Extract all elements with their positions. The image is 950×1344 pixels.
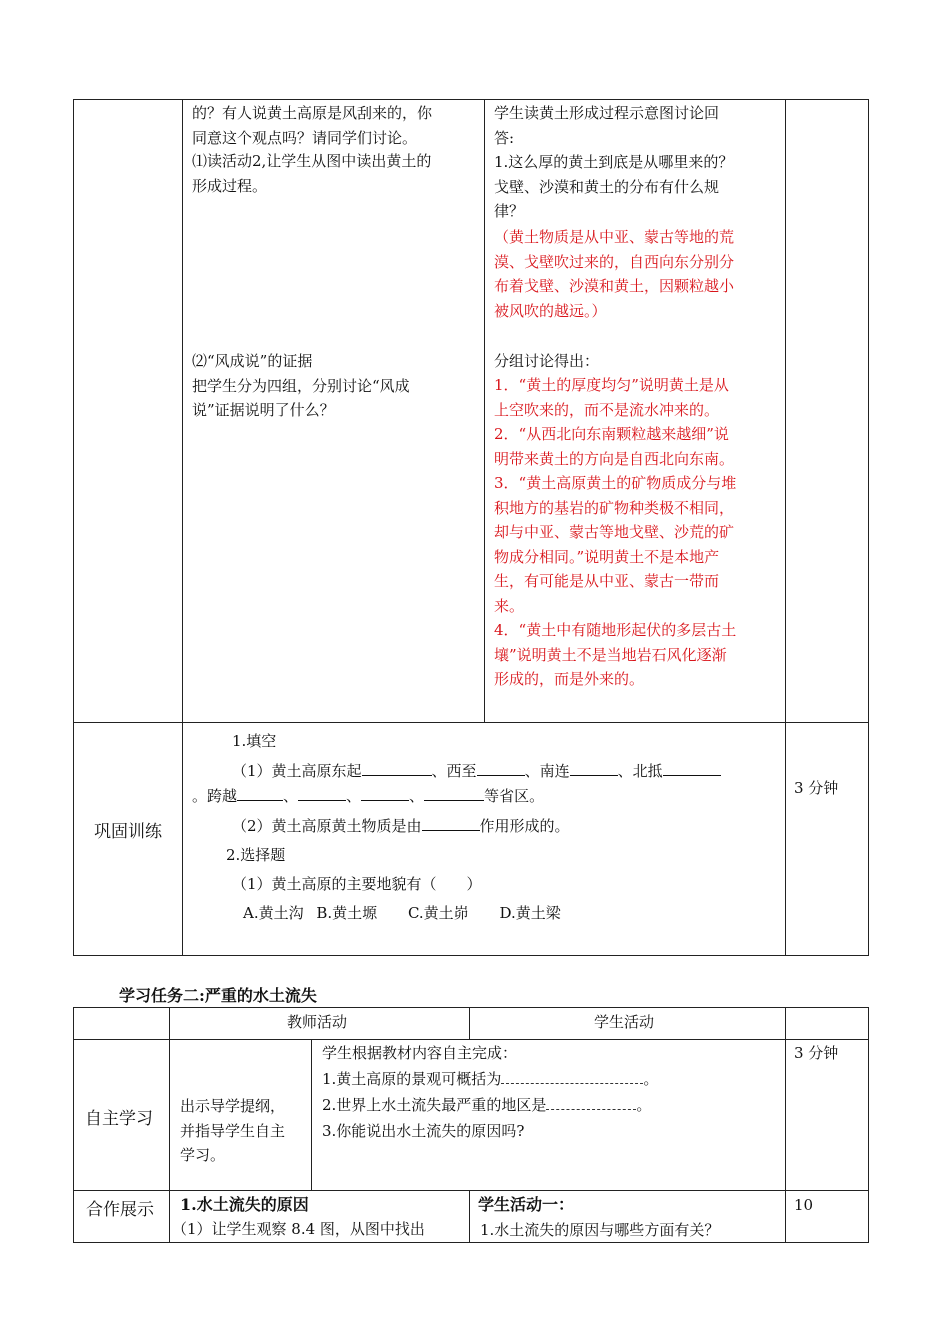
text-part: 、西至 [431,762,477,780]
answer-blank[interactable] [546,1095,636,1110]
table-row-divider [73,1190,869,1191]
table-col-divider [311,1039,312,1191]
text-line: 学生根据教材内容自主完成： [322,1044,518,1062]
text-part: 、 [409,787,425,805]
consolidation-time: 3 分钟 [794,779,839,797]
coop-student-title: 学生活动一： [478,1195,575,1214]
text-part: 等省区。 [484,787,545,805]
text-line: 布着戈壁、沙漠和黄土，因颗粒越小 [494,277,735,295]
text-part: （2）黄土高原黄土物质是由 [232,817,422,835]
text-line: 戈壁、沙漠和黄土的分布有什么规 [494,177,720,196]
text-part: （1）黄土高原东起 [232,762,362,780]
teacher-text [192,101,432,150]
answer-blank[interactable] [361,785,409,801]
text-line: ⑵“风成说”的证据 [192,352,313,370]
text-line: 1.这么厚的黄土到底是从哪里来的？ [494,153,734,171]
text-line: 3．“黄土高原黄土的矿物质成分与堆 [494,474,737,492]
table-col-divider [169,1007,170,1243]
text-line: 律？ [494,202,525,220]
self-study-label: 自主学习 [85,1109,153,1129]
text-part: 。 [643,1070,659,1088]
text-line: 说”证据说明了什么？ [192,401,335,419]
answer-blank[interactable] [422,815,480,831]
text-line: 漠、戈壁吹过来的，自西向东分别分 [494,252,735,271]
section-heading: 学习任务二:严重的水土流失 [119,986,317,1005]
coop-label: 合作展示 [86,1200,154,1220]
text-part: 、 [346,787,362,805]
col-header-student: 学生活动 [594,1013,655,1031]
coop-teacher-line: （1）让学生观察 8.4 图，从图中找出 [172,1220,425,1238]
table-border-bottom [73,1242,869,1243]
coop-student-line: 1.水土流失的原因与哪些方面有关？ [480,1221,720,1239]
choice-options [243,901,561,926]
text-line: 把学生分为四组，分别讨论“风成 [192,376,410,395]
answer-blank[interactable] [570,760,618,776]
text-line: 形成过程。 [192,176,268,195]
text-line: 生，有可能是从中亚、蒙古一带而 [494,572,720,590]
choice-option-c[interactable]: C.黄土峁 [407,904,469,922]
fill-blank-title: 1.填空 [232,732,277,750]
table-border-left [73,99,74,956]
text-line: 答: [494,128,515,147]
answer-blank[interactable] [501,1069,643,1084]
table-col-divider [785,1007,786,1243]
table-border-bottom [73,955,869,956]
student-answer-red [494,373,736,692]
table-col-divider [484,99,485,723]
table-row-divider [73,722,869,723]
answer-blank[interactable] [663,760,721,776]
self-study-q2 [322,1092,658,1118]
self-study-q1 [322,1066,658,1092]
consolidation-label: 巩固训练 [94,822,162,842]
text-part: 、南连 [524,762,570,780]
text-line: 却与中亚、蒙古等地戈壁、沙荒的矿 [494,523,735,541]
text-part: 作用形成的。 [479,817,570,835]
answer-blank[interactable] [362,760,432,776]
text-part: 。跨越 [192,787,238,805]
text-line: 壤”说明黄土不是当地岩石风化逐渐 [494,645,727,664]
self-study-student [322,1040,658,1144]
table-border-left [73,1007,74,1243]
table-border-right [868,1007,869,1243]
coop-time: 10 [794,1196,814,1214]
text-line: 同意这个观点吗？请同学们讨论。 [192,128,418,147]
text-line: 的？有人说黄土高原是风刮来的，你 [192,104,433,122]
text-line: 物成分相同。”说明黄土不是本地产 [494,547,720,566]
table-col-divider [785,99,786,956]
fill-question-2 [232,814,570,839]
fill-question-1-cont [192,784,544,809]
coop-teacher-title: 1.水土流失的原因 [180,1195,309,1214]
answer-blank[interactable] [237,785,283,801]
text-part: 2.世界上水土流失最严重的地区是 [322,1096,547,1114]
teacher-text [192,149,431,198]
table-col-divider [469,1190,470,1243]
group-discussion-heading: 分组讨论得出： [494,352,600,370]
table-border-right [868,99,869,956]
table-col-divider [469,1007,470,1040]
answer-blank[interactable] [298,785,346,801]
choice-option-d[interactable]: D.黄土梁 [499,904,561,922]
choice-option-a[interactable]: A.黄土沟 [243,904,304,922]
text-line: 来。 [494,596,525,615]
self-study-q3: 3.你能说出水土流失的原因吗? [322,1122,525,1140]
text-line: 学生读黄土形成过程示意图讨论回 [494,104,720,122]
text-line: 学习。 [180,1146,226,1164]
teacher-text [192,349,410,423]
text-line: 上空吹来的，而不是流水冲来的。 [494,400,720,419]
text-line: 出示导学提纲， [180,1097,286,1115]
answer-blank[interactable] [477,760,525,776]
col-header-teacher: 教师活动 [287,1013,348,1031]
text-line: （黄土物质是从中亚、蒙古等地的荒 [494,228,735,246]
text-line: 并指导学生自主 [180,1121,286,1140]
text-line: 被风吹的越远。） [494,301,607,320]
text-line: ⑴读活动2,让学生从图中读出黄土的 [192,152,432,170]
fill-question-1 [232,759,721,784]
text-part: 1.黄土高原的景观可概括为 [322,1070,502,1088]
text-line: 4．“黄土中有随地形起伏的多层古土 [494,621,737,639]
text-line: 明带来黄土的方向是自西北向东南。 [494,449,735,468]
text-part: 、北抵 [617,762,663,780]
answer-blank[interactable] [424,785,484,801]
text-part: 。 [636,1096,652,1114]
table-border-top [73,1007,869,1008]
choice-option-b[interactable]: B.黄土塬 [316,904,378,922]
table-border-top [73,99,869,100]
student-answer-red [494,225,734,323]
choice-title: 2.选择题 [226,846,286,864]
table-col-divider [182,99,183,956]
text-part: 、 [283,787,299,805]
choice-question: （1）黄土高原的主要地貌有（ ） [232,875,482,893]
student-text [494,101,733,224]
text-line: 形成的，而是外来的。 [494,670,645,688]
self-study-teacher [180,1094,285,1168]
text-line: 积地方的基岩的矿物种类极不相同， [494,498,735,517]
text-line: 1．“黄土的厚度均匀”说明黄土是从 [494,376,729,394]
self-study-time: 3 分钟 [794,1044,839,1062]
text-line: 2．“从西北向东南颗粒越来越细”说 [494,425,729,443]
